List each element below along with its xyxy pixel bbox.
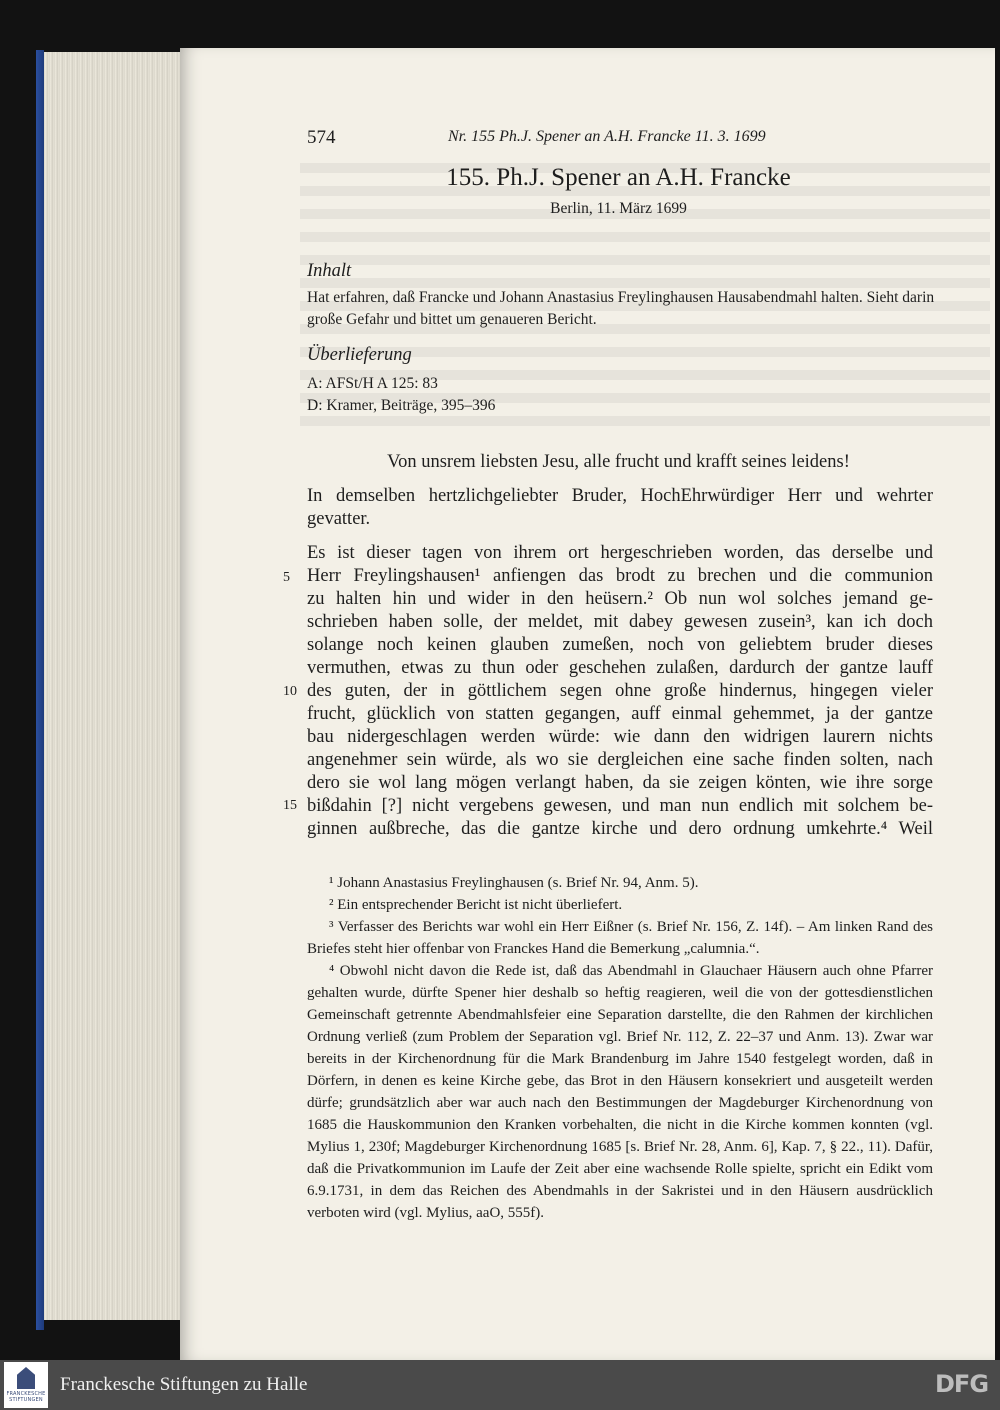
body-line: bau nidergeschlagen werden würde: wie dann den widrigen laurern nichts: [307, 727, 933, 747]
body-line: Es ist dieser tagen von ihrem ort hergeschrieben worden, das derselbe und: [307, 543, 933, 563]
logo-text: FRANCKESCHE STIFTUNGEN: [6, 1391, 46, 1403]
body-line: Herr Freylingshausen¹ anfiengen das brodt zu brechen und die communion: [307, 566, 933, 586]
ueberlieferung-heading: Überlieferung: [307, 345, 412, 365]
footnotes: [307, 872, 933, 1224]
body-line: des guten, der in göttlichem segen ohne große hindernus, hingegen vieler: [307, 681, 933, 701]
ueberlieferung-item: A: AFSt/H A 125: 83: [307, 375, 438, 392]
letter-title: 155. Ph.J. Spener an A.H. Francke: [446, 164, 791, 191]
letter-dateline: Berlin, 11. März 1699: [550, 200, 687, 217]
body-line: dero sie wol lang mögen verlangt haben, da sie zeigen könten, wie ihre sorge: [307, 773, 933, 793]
salutation: Von unsrem liebsten Jesu, alle frucht und krafft seines leidens!: [387, 452, 850, 472]
dfg-logo[interactable]: DFG: [935, 1370, 989, 1398]
body-line: angenehmer sein würde, als wo sie dergleichen eine sache finden solten, nach: [307, 750, 933, 770]
body-line: zu halten hin und wider in den heüsern.² Ob nun wol solches jemand ge-: [307, 589, 933, 609]
footnote: ² Ein entsprechender Bericht ist nicht überliefert.: [329, 897, 623, 913]
footnote: ⁴ Obwohl nicht davon die Rede ist, daß das Abendmahl in Glauchaer Häusern auch ohne Pfarrer gehalten wurde, dürfte Spener hier deshalb so heftig reagieren, weil die von der gottesdienstlichen Gemeinschaft getrennte Abendmahlsfeier eine Separation darstellte, die den Rahmen der kirchlichen Ordnung verließ (zum Problem der Separation vgl. Brief Nr. 112, Z. 22–37 und Anm. 13). Zwar war bereits in der Kirchenordnung für die Mark Brandenburg im Jahre 1540 festgelegt worden, daß in Dörfern, in denen es keine Kirche gebe, das Brot in den Häusern konsekriert und ausgeteilt werden dürfe; grundsätzlich aber war auch nach den Bestimmungen der Magdeburger Kirchenordnung von 1685 die Hauskommunion den Kranken vorbehalten, die nicht in die Kirche kommen konnten (vgl. Mylius 1, 230f; Magdeburger Kirchenordnung 1685 [s. Brief Nr. 28, Anm. 6], Kap. 7, § 22., 11). Dafür, daß die Privatkommunion im Laufe der Zeit aber eine wachsende Rolle spielte, spricht ein Edikt vom 6.9.1731, in dem das Reichen des Abendmahls in der Sakristei und in den Häusern ausdrücklich verboten wird (vgl. Mylius, aaO, 555f).: [307, 963, 933, 1221]
body-line: frucht, glücklich von statten gegangen, auff einmal gehemmet, ja der gantze: [307, 704, 933, 724]
body-line: In demselben hertzlichgeliebter Bruder, HochEhrwürdiger Herr und wehrter: [307, 486, 933, 506]
book-edge: [36, 50, 44, 1330]
footnote: ³ Verfasser des Berichts war wohl ein Herr Eißner (s. Brief Nr. 156, Z. 14f). – Am linken Rand des Briefes steht hier offenbar von Franckes Hand die Bemerkung „calumnia.“.: [307, 919, 933, 957]
body-line: schrieben haben solle, der meldet, mit dabey gewesen zusein³, kan ich doch: [307, 612, 933, 632]
line-number: 10: [283, 684, 297, 699]
body-line: ginnen außbreche, das die gantze kirche und dero ordnung umkehrte.⁴ Weil: [307, 819, 933, 839]
page-number: 574: [307, 127, 336, 148]
body-line: gevatter.: [307, 509, 371, 529]
inhalt-text: Hat erfahren, daß Francke und Johann Anastasius Freylinghausen Hausabendmahl halten. Sieht darin große Gefahr und bittet um genaueren Bericht.: [307, 289, 935, 328]
ueberlieferung-list: [307, 373, 937, 417]
institution-logo[interactable]: [4, 1362, 48, 1408]
body-line: solange noch keinen glauben zumeßen, noch von geliebtem bruder dieses: [307, 635, 933, 655]
footnote: ¹ Johann Anastasius Freylinghausen (s. Brief Nr. 94, Anm. 5).: [329, 875, 699, 891]
building-icon: [17, 1367, 35, 1389]
body-line: bißdahin [?] nicht vergebens gewesen, und man nun endlich mit solchem be-: [307, 796, 933, 816]
line-number: 5: [283, 570, 290, 585]
running-title: Nr. 155 Ph.J. Spener an A.H. Francke 11. 3. 1699: [448, 128, 766, 145]
ueberlieferung-item: D: Kramer, Beiträge, 395–396: [307, 397, 496, 414]
inhalt-heading: Inhalt: [307, 261, 352, 281]
body-line: vermuthen, etwas zu thun oder geschehen zulaßen, dardurch der gantze lauff: [307, 658, 933, 678]
page-stack: [44, 52, 184, 1320]
line-number: 15: [283, 798, 297, 813]
institution-link[interactable]: Franckesche Stiftungen zu Halle: [60, 1374, 308, 1395]
